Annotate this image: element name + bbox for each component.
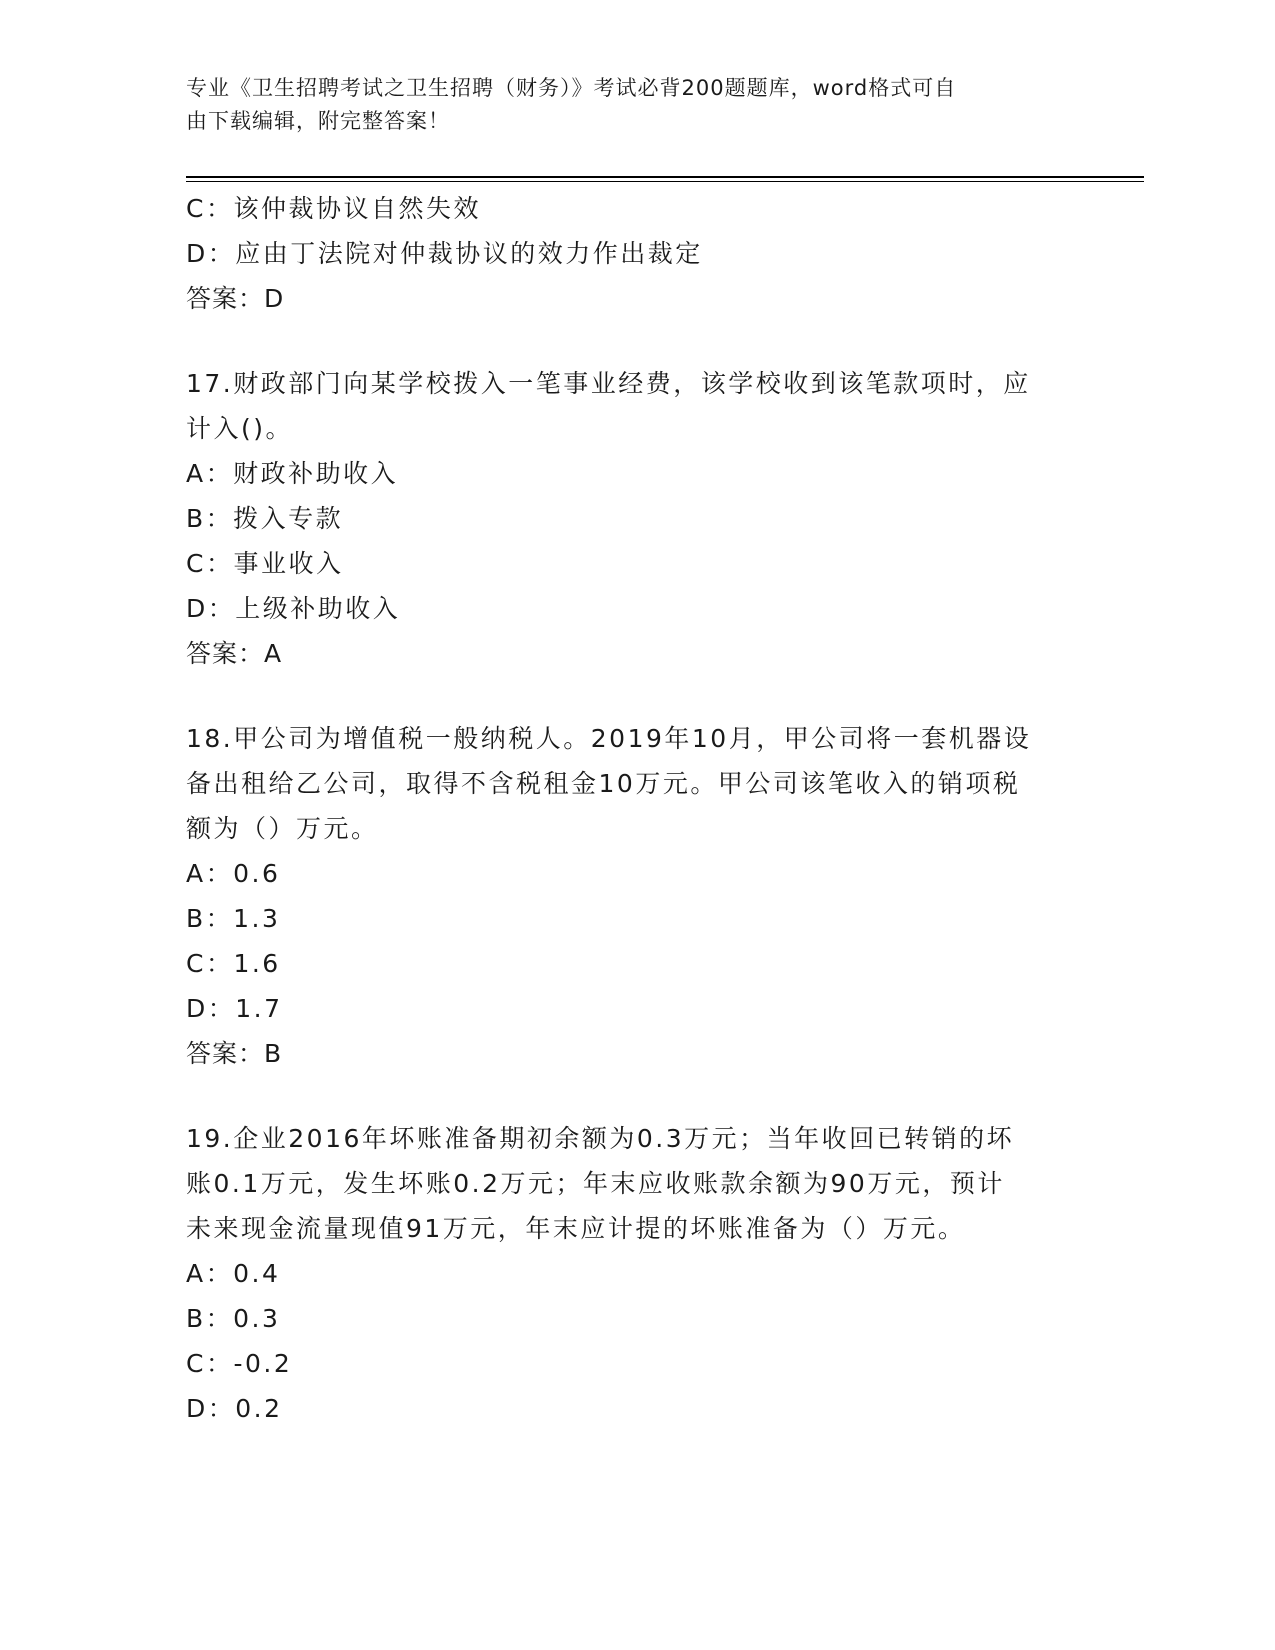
option-d: D：上级补助收入 bbox=[186, 594, 401, 623]
question-stem bbox=[186, 716, 1086, 851]
option-b: B：拨入专款 bbox=[186, 504, 344, 533]
option-b: B：0.3 bbox=[186, 1304, 281, 1333]
option-d: D：0.2 bbox=[186, 1394, 283, 1423]
option-a: A：0.6 bbox=[186, 859, 281, 888]
carryover-block bbox=[186, 186, 1086, 321]
option-c: C：事业收入 bbox=[186, 549, 344, 578]
header-divider-thin bbox=[186, 181, 1144, 182]
answer-line: 答案：A bbox=[186, 639, 283, 668]
option-b: B：1.3 bbox=[186, 904, 281, 933]
header-line-2: 由下载编辑，附完整答案！ bbox=[186, 109, 450, 133]
stem-line: 计入()。 bbox=[186, 414, 294, 443]
option-a: A：财政补助收入 bbox=[186, 459, 399, 488]
question-17 bbox=[186, 361, 1086, 676]
option-d: D：应由丁法院对仲裁协议的效力作出裁定 bbox=[186, 239, 703, 268]
question-list bbox=[186, 186, 1086, 1431]
stem-line: 18.甲公司为增值税一般纳税人。2019年10月，甲公司将一套机器设 bbox=[186, 724, 1032, 753]
answer-line: 答案：B bbox=[186, 1039, 283, 1068]
stem-line: 未来现金流量现值91万元，年末应计提的坏账准备为（）万元。 bbox=[186, 1214, 966, 1243]
question-18 bbox=[186, 716, 1086, 1076]
stem-line: 19.企业2016年坏账准备期初余额为0.3万元；当年收回已转销的坏 bbox=[186, 1124, 1015, 1153]
stem-line: 备出租给乙公司，取得不含税租金10万元。甲公司该笔收入的销项税 bbox=[186, 769, 1021, 798]
option-c: C：1.6 bbox=[186, 949, 281, 978]
answer-line: 答案：D bbox=[186, 284, 285, 313]
option-c: C：该仲裁协议自然失效 bbox=[186, 194, 481, 223]
option-c: C：-0.2 bbox=[186, 1349, 293, 1378]
stem-line: 额为（）万元。 bbox=[186, 814, 379, 843]
header-divider-thick bbox=[186, 176, 1144, 178]
stem-line: 17.财政部门向某学校拨入一笔事业经费，该学校收到该笔款项时，应 bbox=[186, 369, 1031, 398]
document-header bbox=[186, 72, 1066, 138]
header-line-1: 专业《卫生招聘考试之卫生招聘（财务）》考试必背200题题库，word格式可自 bbox=[186, 76, 957, 100]
question-stem bbox=[186, 361, 1086, 451]
stem-line: 账0.1万元，发生坏账0.2万元；年末应收账款余额为90万元，预计 bbox=[186, 1169, 1005, 1198]
option-d: D：1.7 bbox=[186, 994, 283, 1023]
question-19 bbox=[186, 1116, 1086, 1431]
option-a: A：0.4 bbox=[186, 1259, 281, 1288]
question-stem bbox=[186, 1116, 1086, 1251]
